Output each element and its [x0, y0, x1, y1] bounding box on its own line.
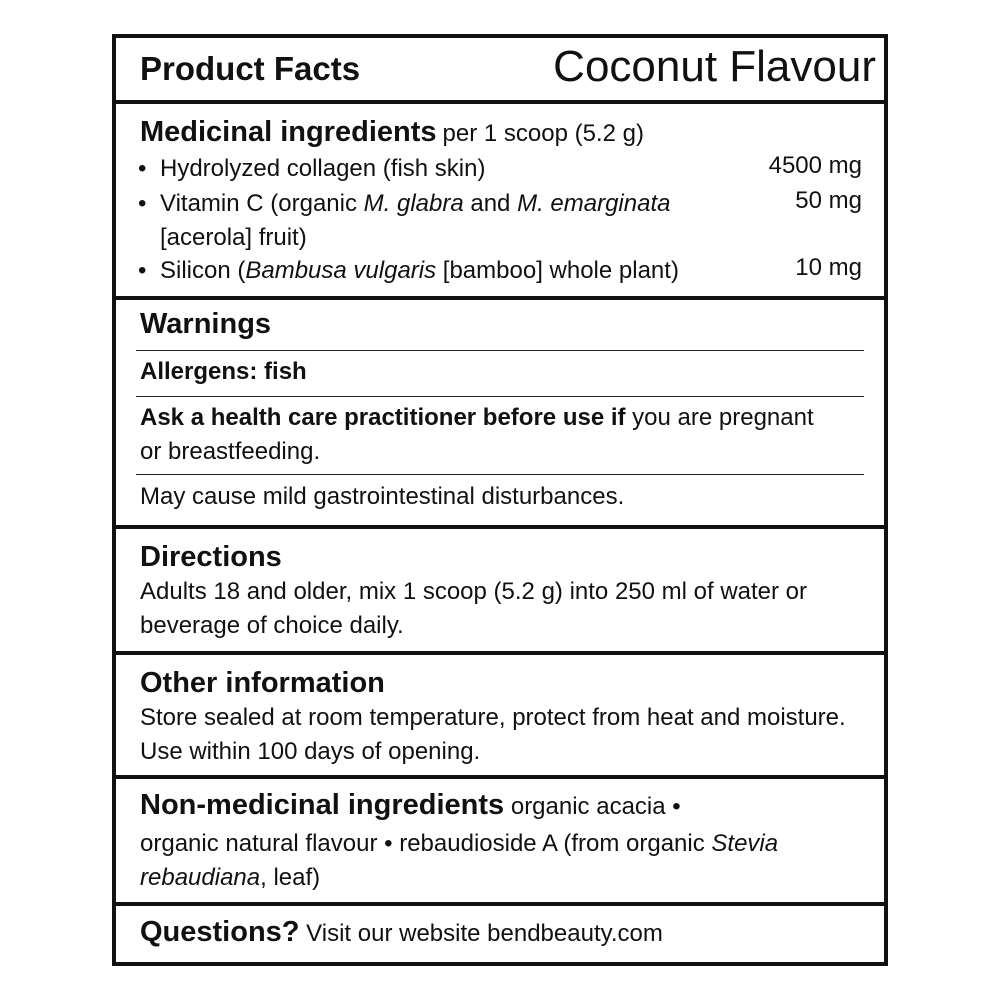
ingredient-name-part: [bamboo] whole plant) [436, 257, 679, 284]
medicinal-section [116, 104, 884, 296]
pregnancy-warning [140, 401, 814, 435]
medicinal-heading-line [140, 116, 644, 151]
nonmedicinal-text: , leaf) [260, 864, 321, 891]
ingredient-name: Hydrolyzed collagen (fish skin) [160, 155, 486, 182]
thin-divider [136, 350, 864, 351]
directions-line: Adults 18 and older, mix 1 scoop (5.2 g) into 250 ml of water or [140, 578, 808, 605]
nonmedicinal-text: organic natural flavour • rebaudioside A (from organic [140, 830, 712, 857]
questions-text: Visit our website bendbeauty.com [299, 920, 663, 947]
serving-size: per 1 scoop (5.2 g) [442, 120, 644, 147]
ingredient-latin-name: M. emarginata [517, 190, 671, 217]
bullet-icon: • [138, 257, 147, 284]
ingredient-item [138, 152, 485, 186]
nonmedicinal-section [116, 779, 884, 902]
nonmedicinal-heading: Non-medicinal ingredients [140, 789, 505, 821]
ingredient-item [138, 254, 679, 288]
ingredient-name-part: and [463, 190, 518, 217]
flavour-label: Coconut Flavour [553, 42, 876, 91]
questions-line [140, 916, 663, 951]
questions-section [116, 906, 884, 966]
thin-divider [136, 474, 864, 475]
ingredient-item [138, 187, 670, 221]
nonmedicinal-latin-name: rebaudiana [140, 864, 261, 891]
ingredient-amount: 50 mg [795, 187, 862, 214]
ingredient-name-part: Silicon ( [160, 257, 246, 284]
panel-title: Product Facts [140, 50, 361, 87]
warnings-section [116, 300, 884, 525]
directions-section [116, 529, 884, 651]
warning-bold-text: Ask a health care practitioner before use if [140, 404, 626, 431]
header-section [116, 38, 884, 100]
warning-text-line2: or breastfeeding. [140, 438, 321, 465]
product-facts-panel [112, 34, 888, 966]
ingredient-amount: 4500 mg [768, 152, 862, 179]
warning-text: you are pregnant [625, 404, 814, 431]
ingredient-amount: 10 mg [795, 254, 862, 281]
directions-heading: Directions [140, 541, 282, 573]
other-info-line: Store sealed at room temperature, protect from heat and moisture. [140, 704, 846, 731]
other-info-heading: Other information [140, 667, 385, 699]
bullet-icon: • [138, 155, 147, 182]
nonmedicinal-text: organic acacia • [504, 793, 681, 820]
warnings-heading: Warnings [140, 308, 272, 340]
ingredient-name-part: Vitamin C (organic [160, 190, 364, 217]
questions-heading: Questions? [140, 916, 300, 948]
thin-divider [136, 396, 864, 397]
ingredient-latin-name: Bambusa vulgaris [245, 257, 437, 284]
other-info-line: Use within 100 days of opening. [140, 738, 481, 765]
medicinal-heading: Medicinal ingredients [140, 116, 437, 148]
other-info-section [116, 655, 884, 775]
nonmedicinal-heading-line [140, 789, 681, 824]
gi-warning: May cause mild gastrointestinal disturbances. [140, 483, 625, 510]
nonmedicinal-latin-name: Stevia [711, 830, 779, 857]
directions-line: beverage of choice daily. [140, 612, 404, 639]
bullet-icon: • [138, 190, 147, 217]
allergens-text: Allergens: fish [140, 358, 307, 385]
ingredient-latin-name: M. glabra [363, 190, 464, 217]
nonmedicinal-line [140, 861, 320, 895]
nonmedicinal-line [140, 827, 778, 861]
ingredient-continuation: [acerola] fruit) [160, 224, 307, 251]
